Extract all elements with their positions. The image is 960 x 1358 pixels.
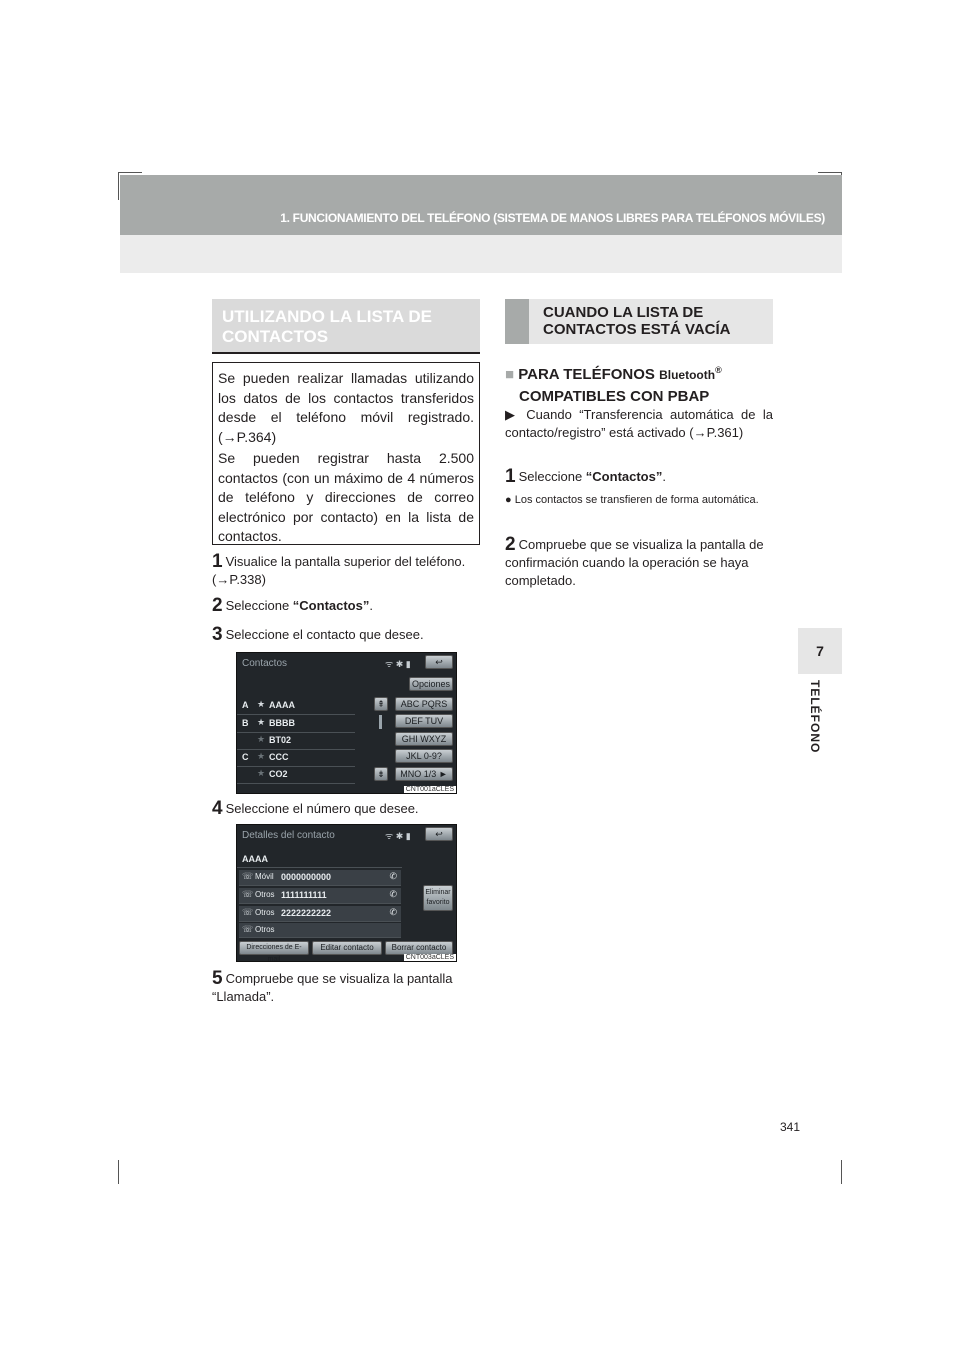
star-icon: ★ — [257, 699, 266, 709]
back-button[interactable] — [425, 827, 453, 841]
step-3: 3 Seleccione el contacto que desee. — [212, 624, 424, 645]
phone-row[interactable]: ☏ Móvil 0000000000 ✆ — [239, 870, 401, 886]
bullet-note: ● Los contactos se transfieren de forma automática. — [505, 494, 759, 506]
step-2: 2 Compruebe que se visualiza la pantalla de confirmación cuando la operación se haya completado. — [505, 534, 764, 588]
page-down-icon: ⇟ — [377, 769, 385, 779]
crop-mark — [118, 1160, 119, 1184]
list-item[interactable]: A ★ AAAA — [237, 698, 355, 715]
crop-mark — [841, 1160, 842, 1184]
crop-mark — [118, 172, 142, 173]
call-icon: ✆ — [389, 907, 397, 917]
back-icon: ↩ — [435, 829, 443, 839]
contact-name: AAAA — [242, 854, 268, 864]
back-icon: ↩ — [435, 657, 443, 667]
square-bullet-icon: ■ — [505, 366, 515, 383]
page-up-icon: ⇞ — [377, 699, 385, 709]
delete-contact-button[interactable]: Borrar contacto — [385, 941, 453, 955]
chapter-label: TELÉFONO — [808, 680, 822, 754]
intro-paragraph: Se pueden realizar llamadas utilizando los datos de los contactos transferidos desde el teléfono móvil registrado. (→P.364) — [218, 370, 474, 445]
phone-type-icon: ☏ — [242, 889, 254, 899]
scroll-down-button[interactable] — [374, 767, 388, 781]
heading-rule — [212, 352, 480, 354]
index-button[interactable]: DEF TUV — [395, 714, 453, 728]
edit-contact-button[interactable]: Editar contacto — [312, 941, 382, 955]
index-button[interactable]: JKL 0-9? — [395, 749, 453, 763]
status-icons: ᯤ ✱ ▮ — [385, 831, 411, 841]
back-button[interactable] — [425, 655, 453, 669]
step-4: 4 Seleccione el número que desee. — [212, 798, 419, 819]
running-header: 1. FUNCIONAMIENTO DEL TELÉFONO (SISTEMA DE MANOS LIBRES PARA TELÉFONOS MÓVILES) — [280, 211, 825, 225]
phone-row[interactable]: ☏ Otros 1111111111 ✆ — [239, 888, 401, 904]
list-item[interactable]: C ★ CCC — [237, 750, 355, 767]
crop-mark — [118, 172, 119, 200]
figure-code: CNT001aCLES — [405, 786, 454, 793]
screen-title: Detalles del contacto — [242, 830, 335, 841]
triangle-bullet-icon: ▶ — [505, 407, 519, 422]
list-item[interactable]: ★ CO2 — [237, 767, 355, 784]
star-icon: ★ — [257, 734, 266, 744]
contacts-screen — [236, 652, 457, 794]
star-icon: ★ — [257, 768, 266, 778]
remove-favorite-button[interactable]: Eliminar favorito — [423, 885, 453, 911]
condition-text: ▶ Cuando “Transferencia automática de la contacto/registro” está activado (→P.361) — [505, 407, 774, 440]
index-button[interactable]: GHI WXYZ — [395, 732, 453, 746]
intro-paragraph: Se pueden registrar hasta 2.500 contactos (con un máximo de 4 números de teléfono y direcciones de correo electrónico por contacto) en la lista de contactos. — [218, 450, 474, 544]
contact-details-screen — [236, 824, 457, 962]
star-icon: ★ — [257, 751, 266, 761]
scrollbar[interactable] — [379, 715, 382, 729]
screen-title: Contactos — [242, 658, 288, 669]
crop-mark — [818, 172, 842, 173]
step-1: 1 Seleccione “Contactos”. — [505, 466, 666, 487]
step-5: 5 Compruebe que se visualiza la pantalla “Llamada”. — [212, 968, 453, 1004]
options-button[interactable]: Opciones — [409, 677, 453, 691]
call-icon: ✆ — [389, 871, 397, 881]
step-2: 2 Seleccione “Contactos”. — [212, 595, 373, 616]
header-subband — [120, 235, 842, 273]
email-addresses-button[interactable]: Direcciones de E-mail — [239, 941, 309, 955]
phone-type-icon: ☏ — [242, 907, 254, 917]
divider — [237, 867, 402, 868]
index-button[interactable]: ABC PQRS — [395, 697, 453, 711]
intro-box — [212, 362, 480, 545]
status-icons: ᯤ ✱ ▮ — [385, 659, 411, 669]
list-item[interactable]: ★ BT02 — [237, 733, 355, 750]
header-band — [120, 175, 842, 235]
chapter-number: 7 — [798, 628, 842, 674]
step-1: 1 Visualice la pantalla superior del teléfono. (→P.338) — [212, 551, 466, 587]
scroll-up-button[interactable] — [374, 697, 388, 711]
phone-row[interactable]: ☏ Otros 2222222222 ✆ — [239, 906, 401, 922]
figure-code: CNT003aCLES — [405, 954, 454, 961]
page-number: 341 — [780, 1120, 801, 1134]
section-heading-text: UTILIZANDO LA LISTA DE CONTACTOS — [222, 307, 432, 346]
section-heading-text: CUANDO LA LISTA DE CONTACTOS ESTÁ VACÍA — [543, 304, 731, 338]
index-button[interactable]: MNO 1/3 ► — [395, 767, 453, 781]
list-item[interactable]: B ★ BBBB — [237, 716, 355, 733]
subheading-pbap: ■ PARA TELÉFONOS Bluetooth® COMPATIBLES CON PBAP — [505, 365, 722, 405]
call-icon: ✆ — [389, 889, 397, 899]
section-heading-empty-list — [505, 299, 773, 344]
section-heading-contacts — [212, 299, 480, 353]
heading-bar — [505, 299, 529, 344]
phone-row[interactable]: ☏ Otros — [239, 923, 401, 938]
star-icon: ★ — [257, 717, 266, 727]
dot-bullet-icon: ● — [505, 494, 512, 506]
phone-type-icon: ☏ — [242, 871, 254, 881]
phone-type-icon: ☏ — [242, 924, 254, 934]
